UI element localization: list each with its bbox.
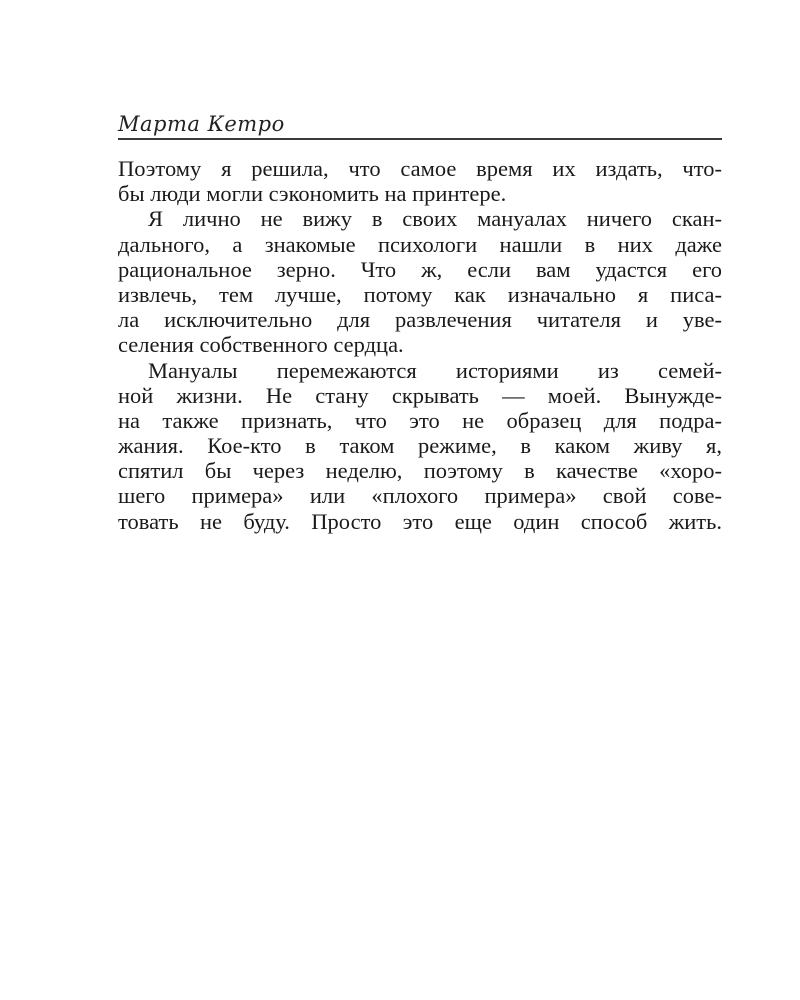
- text-line: спятил бы через неделю, поэтому в качестве «хоро-: [118, 458, 722, 484]
- text-line: Поэтому я решила, что самое время их издать, что-: [118, 156, 722, 181]
- body-text: [118, 156, 722, 534]
- text-line: шего примера» или «плохого примера» свой сове-: [118, 483, 722, 509]
- text-line: Я лично не вижу в своих мануалах ничего скан-: [148, 206, 722, 232]
- text-line: извлечь, тем лучше, потому как изначально я писа-: [118, 281, 722, 307]
- text-line: на также признать, что это не образец для подра-: [118, 407, 722, 433]
- text-line: бы люди могли сэкономить на принтере.: [118, 181, 507, 207]
- text-line: Мануалы перемежаются историями из семей-: [148, 357, 722, 383]
- text-line: жания. Кое-кто в таком режиме, в каком живу я,: [118, 433, 722, 459]
- text-line: товать не буду. Просто это еще один способ жить.: [118, 508, 722, 534]
- text-line: селения собственного сердца.: [118, 332, 404, 358]
- text-line: рациональное зерно. Что ж, если вам удастся его: [118, 256, 722, 282]
- text-line: дального, а знакомые психологи нашли в них даже: [118, 231, 722, 257]
- text-line: ла исключительно для развлечения читателя и уве-: [118, 307, 722, 333]
- running-header: [118, 112, 722, 140]
- text-line: ной жизни. Не стану скрывать — моей. Вынужде-: [118, 382, 722, 408]
- author-name: Марта Кетро: [118, 112, 285, 136]
